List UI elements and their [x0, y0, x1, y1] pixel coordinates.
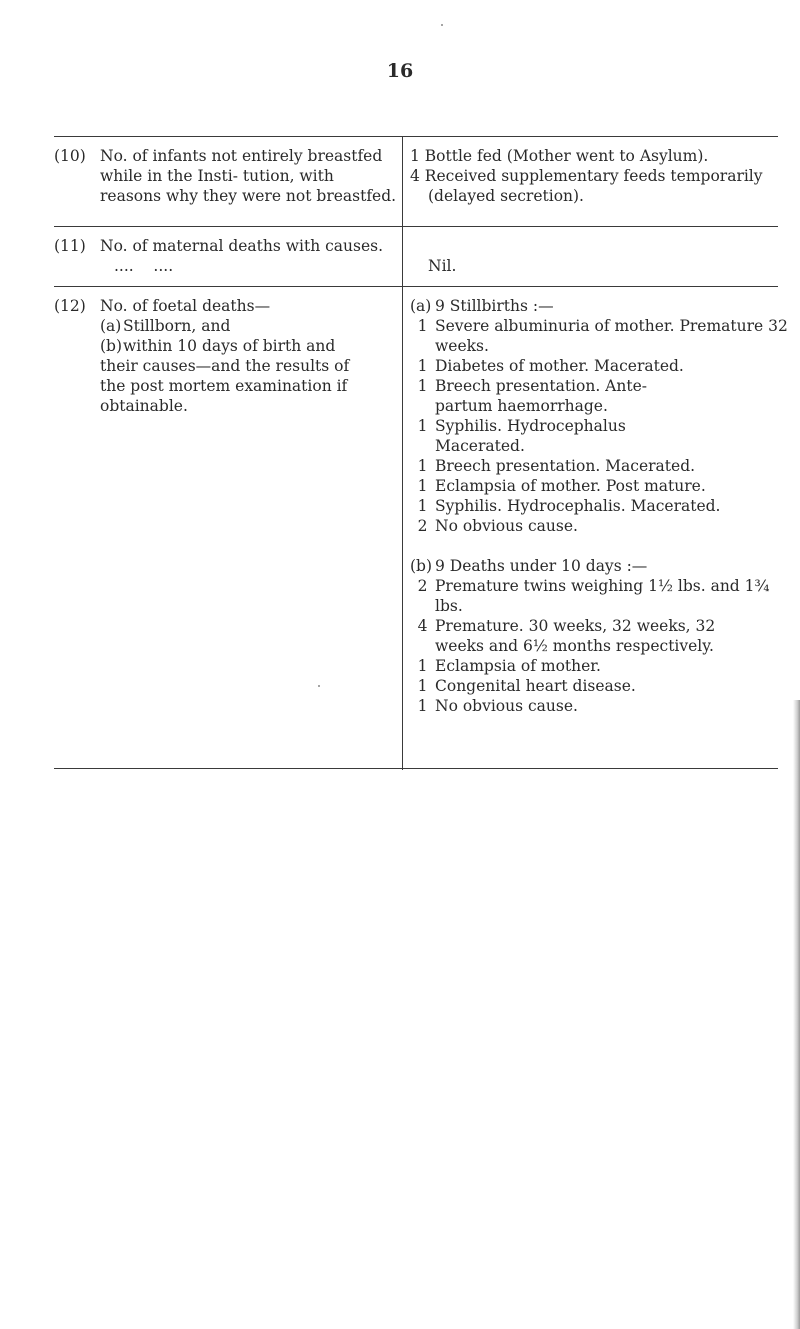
list-item: 4 Premature. 30 weeks, 32 weeks, 32 weeks and 6½ months respectively. [417, 617, 716, 655]
scan-speck [318, 685, 320, 687]
row-11-answer-cell [428, 256, 788, 276]
subitem-text: within 10 days of birth and [123, 337, 336, 355]
row-12-subitem-a [100, 316, 404, 336]
row-12-answer-cell [410, 296, 795, 716]
list-item: 1 Syphilis. Hydrocephalis. Macerated. [417, 497, 721, 515]
list-item: 1 No obvious cause. [417, 697, 578, 715]
row-10-number: (10) [54, 147, 86, 165]
row-10-question-cell [54, 146, 398, 206]
row-10-answer-line: 1 Bottle fed (Mother went to Asylum). [410, 147, 709, 165]
list-item: 1 Eclampsia of mother. Post mature. [417, 477, 706, 495]
subitem-label: (b) [100, 337, 123, 355]
group-b-heading: 9 Deaths under 10 days :— [435, 557, 648, 575]
row-11-question: No. of maternal deaths with causes. [100, 237, 384, 255]
row-12-question-cell [54, 296, 404, 416]
subitem-label: (a) [100, 317, 122, 335]
list-item: 1 Breech presentation. Ante- partum haemorrhage. [417, 377, 647, 415]
row-divider-10-11 [54, 226, 778, 227]
row-10-answer-cell [410, 146, 795, 206]
list-item: 1 Severe albuminuria of mother. Premature 32 weeks. [417, 317, 788, 355]
list-item: 1 Eclampsia of mother. [417, 657, 601, 675]
row-12-question: No. of foetal deaths— [100, 297, 271, 315]
row-12-subitem-b [100, 336, 404, 356]
list-item: 1 Breech presentation. Macerated. [417, 457, 696, 475]
page-number: 16 [386, 60, 414, 82]
row-11-answer: Nil. [428, 257, 457, 275]
row-10-answer-line: 4 Received supplementary feeds temporarily (delayed secretion). [410, 167, 763, 205]
list-item: 2 No obvious cause. [417, 517, 578, 535]
group-a-heading: 9 Stillbirths :— [435, 297, 554, 315]
list-item: 1 Congenital heart disease. [417, 677, 636, 695]
row-10-question: No. of infants not entirely breastfed while in the Insti- tution, with reasons why they were not breastfed. [100, 147, 397, 205]
subitem-text: Stillborn, and [123, 317, 231, 335]
stillbirths-heading [410, 296, 795, 316]
row-11-question-cell [54, 236, 398, 276]
row-11-number: (11) [54, 237, 86, 255]
scan-speck [441, 24, 443, 26]
neonatal-deaths-heading [410, 556, 795, 576]
table-top-rule [54, 136, 778, 137]
stillbirth-list [410, 316, 795, 536]
row-11-leader-dots: .... .... [114, 257, 174, 275]
page-edge-shadow [793, 700, 800, 1329]
column-divider [402, 136, 403, 770]
list-item: 1 Syphilis. Hydrocephalus Macerated. [417, 417, 626, 455]
neonatal-death-list [410, 576, 795, 716]
group-b-label: (b) [410, 557, 433, 575]
row-12-question-continued: their causes—and the results of the post mortem examination if obtainable. [100, 357, 350, 415]
row-divider-11-12 [54, 286, 778, 287]
table-bottom-rule [54, 768, 778, 769]
list-item: 1 Diabetes of mother. Macerated. [417, 357, 684, 375]
group-a-label: (a) [410, 297, 432, 315]
row-12-number: (12) [54, 297, 86, 315]
list-item: 2 Premature twins weighing 1½ lbs. and 1¾ lbs. [417, 577, 770, 615]
